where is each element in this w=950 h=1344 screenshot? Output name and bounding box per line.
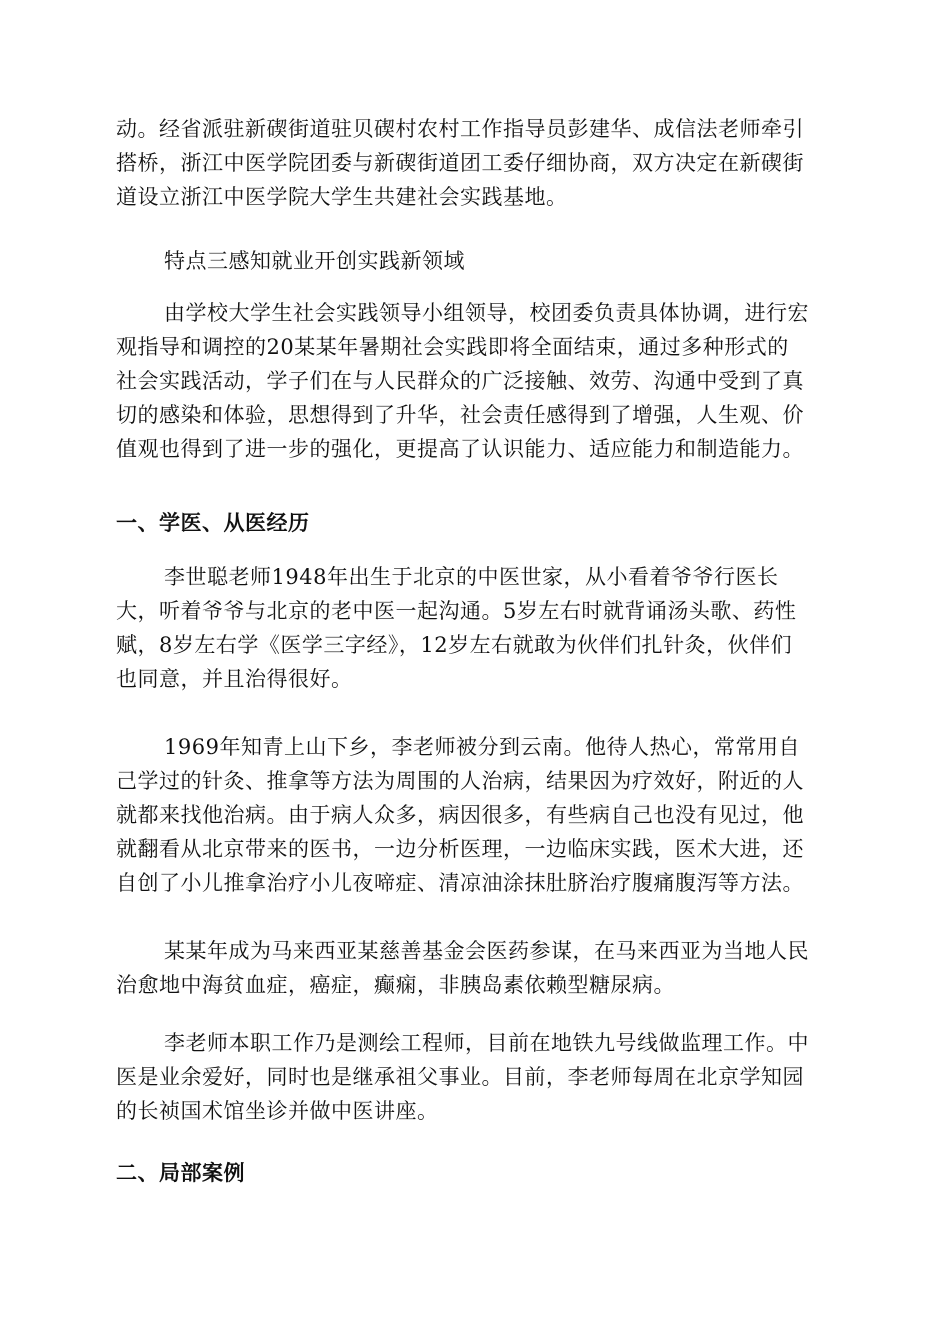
text-line: 值观也得到了进一步的强化，更提高了认识能力、适应能力和制造能力。: [116, 437, 804, 461]
heading-text: 一、学医、从医经历: [116, 511, 310, 535]
paragraph-yunnan: [116, 730, 836, 900]
section-heading-cases: [116, 1156, 836, 1190]
text-line: 大，听着爷爷与北京的老中医一起沟通。5岁左右时就背诵汤头歌、药性: [116, 599, 797, 623]
text-line: 1969年知青上山下乡，李老师被分到云南。他待人热心，常常用自: [164, 735, 800, 759]
text-line: 动。经省派驻新碶街道驻贝碶村农村工作指导员彭建华、成信法老师牵引: [116, 117, 804, 141]
text-line: 观指导和调控的20某某年暑期社会实践即将全面结束，通过多种形式的: [116, 335, 789, 359]
text-line: 社会实践活动，学子们在与人民群众的广泛接触、效劳、沟通中受到了真: [116, 369, 804, 393]
text-line: 自创了小儿推拿治疗小儿夜啼症、清凉油涂抹肚脐治疗腹痛腹泻等方法。: [116, 871, 804, 895]
paragraph-summer-practice: [116, 296, 836, 466]
text-line: 也同意，并且治得很好。: [116, 667, 353, 691]
paragraph-early-life: [116, 560, 836, 696]
text-line: 搭桥，浙江中医学院团委与新碶街道团工委仔细协商，双方决定在新碶街: [116, 151, 804, 175]
section-heading-experience: [116, 506, 836, 540]
text-line: 己学过的针灸、推拿等方法为周围的人治病，结果因为疗效好，附近的人: [116, 769, 804, 793]
heading-text: 二、局部案例: [116, 1161, 245, 1185]
text-line: 的长祯国术馆坐诊并做中医讲座。: [116, 1099, 439, 1123]
text-line: 就翻看从北京带来的医书，一边分析医理，一边临床实践，医术大进，还: [116, 837, 804, 861]
paragraph-malaysia: [116, 934, 836, 1002]
text-line: 就都来找他治病。由于病人众多，病因很多，有些病自己也没有见过，他: [116, 803, 804, 827]
text-line: 赋，8岁左右学《医学三字经》，12岁左右就敢为伙伴们扎针灸，伙伴们: [116, 633, 793, 657]
paragraph-feature-three: [116, 244, 836, 278]
text-line: 李老师本职工作乃是测绘工程师，目前在地铁九号线做监理工作。中: [164, 1031, 809, 1055]
text-line: 医是业余爱好，同时也是继承祖父事业。目前，李老师每周在北京学知园: [116, 1065, 804, 1089]
paragraph-base-intro: [116, 112, 836, 214]
text-line: 某某年成为马来西亚某慈善基金会医药参谋，在马来西亚为当地人民: [164, 939, 809, 963]
paragraph-current-work: [116, 1026, 836, 1128]
text-line: 切的感染和体验，思想得到了升华，社会责任感得到了增强，人生观、价: [116, 403, 804, 427]
text-line: 特点三感知就业开创实践新领域: [164, 249, 465, 273]
text-line: 由学校大学生社会实践领导小组领导，校团委负责具体协调，进行宏: [164, 301, 809, 325]
text-line: 道设立浙江中医学院大学生共建社会实践基地。: [116, 185, 568, 209]
text-line: 李世聪老师1948年出生于北京的中医世家，从小看着爷爷行医长: [164, 565, 779, 589]
text-line: 治愈地中海贫血症，癌症，癫痫，非胰岛素依赖型糖尿病。: [116, 973, 675, 997]
